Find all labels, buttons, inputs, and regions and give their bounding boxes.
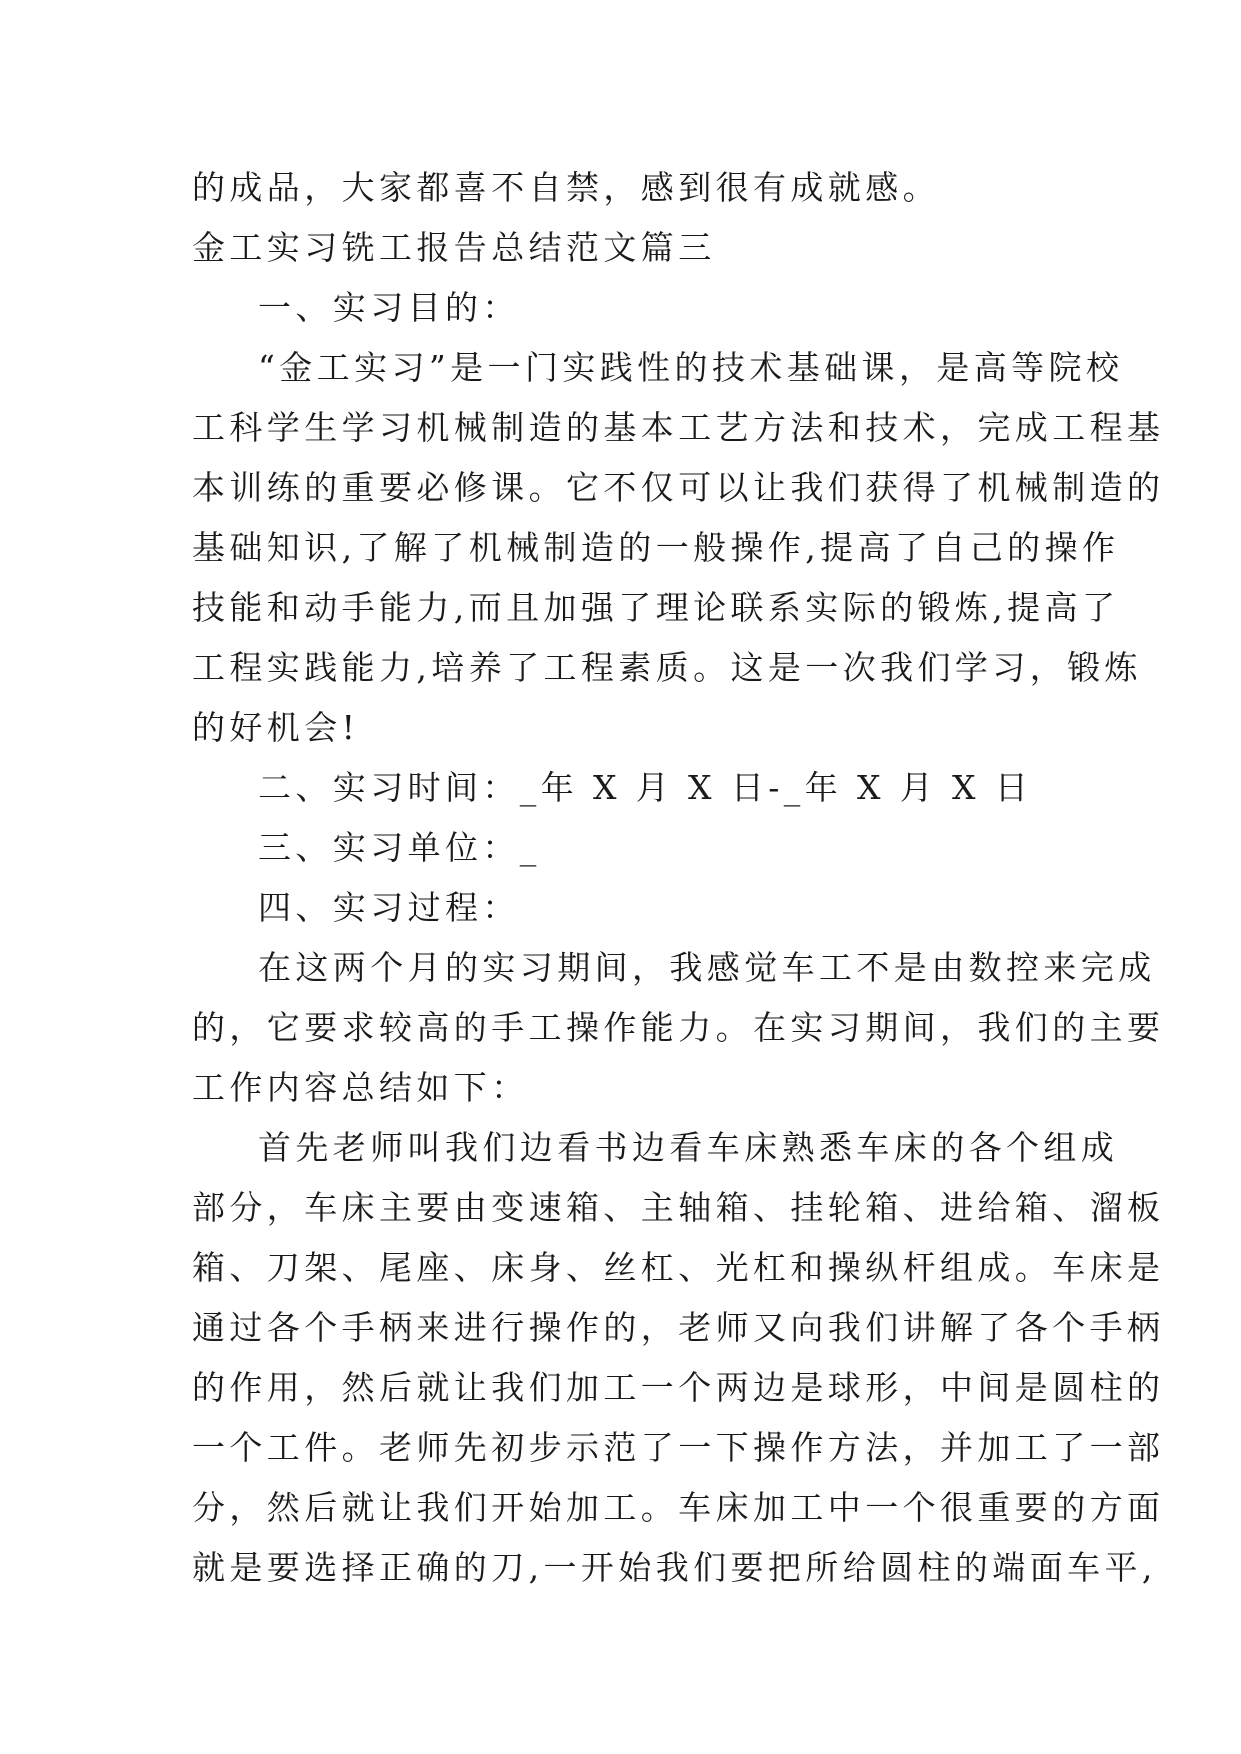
text-line: 箱、刀架、尾座、床身、丝杠、光杠和操纵杆组成。车床是 (192, 1248, 1165, 1287)
text-line: 一个工件。老师先初步示范了一下操作方法，并加工了一部 (192, 1428, 1165, 1467)
text-line: 基础知识,了解了机械制造的一般操作,提高了自己的操作 (192, 528, 1120, 567)
text-line: 技能和动手能力,而且加强了理论联系实际的锻炼,提高了 (192, 588, 1120, 627)
text-line: 工科学生学习机械制造的基本工艺方法和技术，完成工程基 (192, 408, 1165, 447)
text-line: 的，它要求较高的手工操作能力。在实习期间，我们的主要 (192, 1008, 1165, 1047)
text-line: 分，然后就让我们开始加工。车床加工中一个很重要的方面 (192, 1488, 1165, 1527)
text-line: 在这两个月的实习期间，我感觉车工不是由数控来完成 (258, 948, 1156, 987)
document-body (192, 158, 1165, 1598)
text-line: 的作用，然后就让我们加工一个两边是球形，中间是圆柱的 (192, 1368, 1165, 1407)
text-line: 本训练的重要必修课。它不仅可以让我们获得了机械制造的 (192, 468, 1165, 507)
text-line: 部分，车床主要由变速箱、主轴箱、挂轮箱、进给箱、溜板 (192, 1188, 1165, 1227)
text-line: 通过各个手柄来进行操作的，老师又向我们讲解了各个手柄 (192, 1308, 1165, 1347)
text-line: 的好机会! (192, 708, 360, 747)
heading-unit: 三、实习单位：_ (258, 828, 541, 867)
text-line: 的成品，大家都喜不自禁，感到很有成就感。 (192, 168, 940, 207)
heading-purpose: 一、实习目的： (258, 288, 520, 327)
text-line: 就是要选择正确的刀,一开始我们要把所给圆柱的端面车平, (192, 1548, 1157, 1587)
section-title: 金工实习铣工报告总结范文篇三 (192, 228, 716, 267)
heading-time: 二、实习时间：_年 X 月 X 日-_年 X 月 X 日 (258, 768, 1033, 807)
text-line: “金工实习”是一门实践性的技术基础课，是高等院校 (258, 348, 1124, 387)
text-line: 工程实践能力,培养了工程素质。这是一次我们学习，锻炼 (192, 648, 1142, 687)
heading-process: 四、实习过程： (258, 888, 520, 927)
text-line: 首先老师叫我们边看书边看车床熟悉车床的各个组成 (258, 1128, 1119, 1167)
text-line: 工作内容总结如下： (192, 1068, 529, 1107)
